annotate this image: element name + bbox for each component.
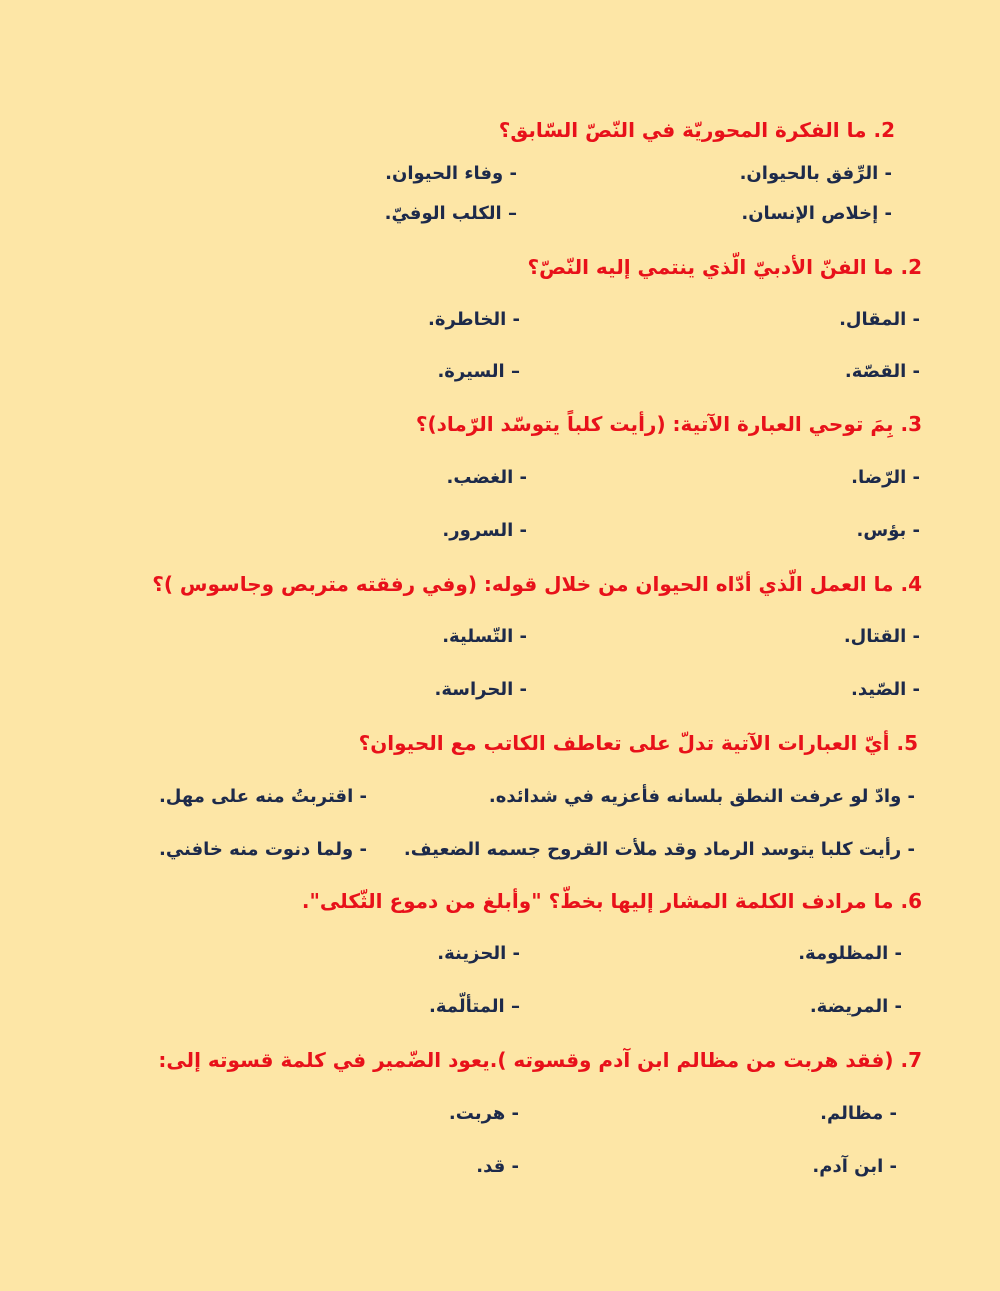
option-7c[interactable]: - ابن آدم. [812, 1156, 897, 1177]
question-2: 2. ما الفنّ الأدبيّ الّذي ينتمي إليه النّصّ؟ [527, 255, 922, 279]
option-6a[interactable]: - المظلومة. [798, 943, 902, 964]
option-2c[interactable]: - القصّة. [844, 361, 920, 382]
option-4c[interactable]: - الصّيد. [851, 679, 920, 700]
option-3c[interactable]: - بؤس. [856, 520, 920, 541]
option-4d[interactable]: - الحراسة. [434, 679, 527, 700]
option-1b[interactable]: - وفاء الحيوان. [385, 163, 517, 184]
option-5a[interactable]: - وادّ لو عرفت النطق بلسانه فأعزيه في شدائده. [488, 786, 915, 807]
option-6b[interactable]: - الحزينة. [437, 943, 520, 964]
option-2a[interactable]: - المقال. [839, 309, 920, 330]
option-3b[interactable]: - الغضب. [446, 467, 527, 488]
option-7b[interactable]: - هربت. [448, 1103, 519, 1124]
option-6c[interactable]: - المريضة. [809, 996, 902, 1017]
option-2b[interactable]: - الخاطرة. [427, 309, 520, 330]
question-3: 3. بِمَ توحي العبارة الآتية: (رأيت كلباً يتوسّد الرّماد)؟ [415, 412, 922, 436]
question-4: 4. ما العمل الّذي أدّاه الحيوان من خلال قوله: (وفي رفقته متربص وجاسوس )؟ [152, 572, 922, 596]
option-2d[interactable]: – السيرة. [437, 361, 520, 382]
option-3a[interactable]: - الرّضا. [851, 467, 920, 488]
option-5b[interactable]: - اقتربتُ منه على مهل. [158, 786, 367, 807]
option-3d[interactable]: - السرور. [442, 520, 527, 541]
option-7d[interactable]: - قد. [476, 1156, 519, 1177]
question-7: 7. (فقد هربت من مظالم ابن آدم وقسوته ).يعود الضّمير في كلمة قسوته إلى: [158, 1048, 922, 1072]
option-4a[interactable]: - القتال. [843, 626, 920, 647]
option-1c[interactable]: - إخلاص الإنسان. [741, 203, 892, 224]
question-1: 2. ما الفكرة المحوريّة في النّصّ السّابق؟ [498, 118, 895, 142]
question-5: 5. أيّ العبارات الآتية تدلّ على تعاطف الكاتب مع الحيوان؟ [358, 731, 918, 755]
option-4b[interactable]: - التّسلية. [442, 626, 527, 647]
option-6d[interactable]: – المتألّمة. [429, 996, 520, 1017]
option-5c[interactable]: - رأيت كلبا يتوسد الرماد وقد ملأت القروح جسمه الضعيف. [403, 839, 915, 860]
option-5d[interactable]: - ولما دنوت منه خافني. [158, 839, 367, 860]
option-7a[interactable]: - مظالم. [820, 1103, 897, 1124]
option-1a[interactable]: - الرِّفق بالحيوان. [739, 163, 892, 184]
option-1d[interactable]: – الكلب الوفيّ. [384, 203, 517, 224]
question-6: 6. ما مرادف الكلمة المشار إليها بخطّ؟ "وأبلغ من دموع الثّكلى". [301, 889, 922, 913]
